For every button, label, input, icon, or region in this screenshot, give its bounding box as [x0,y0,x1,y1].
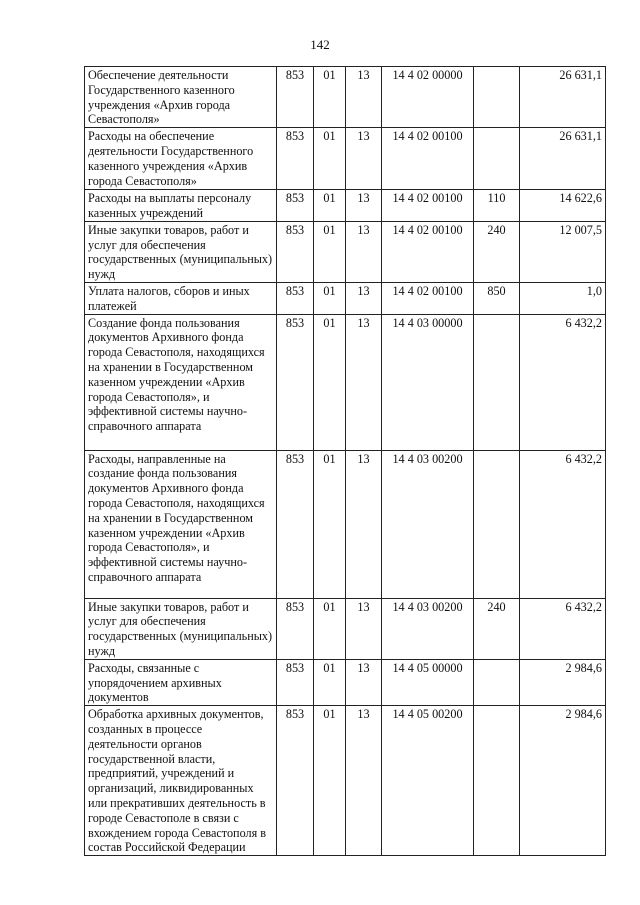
row-rz: 01 [314,450,346,598]
row-ved: 853 [277,128,314,190]
row-pr: 13 [346,659,382,705]
row-csr: 14 4 02 00100 [382,221,474,282]
row-ved: 853 [277,314,314,450]
row-csr: 14 4 05 00200 [382,706,474,856]
row-vr [474,659,520,705]
table-row [85,450,606,598]
row-csr: 14 4 03 00200 [382,450,474,598]
row-csr: 14 4 03 00200 [382,598,474,659]
row-ved: 853 [277,706,314,856]
row-sum: 26 631,1 [520,128,606,190]
table-row [85,190,606,222]
row-vr [474,128,520,190]
row-pr: 13 [346,128,382,190]
row-rz: 01 [314,128,346,190]
row-csr: 14 4 03 00000 [382,314,474,450]
budget-table [84,66,606,856]
table-row [85,128,606,190]
row-name: Иные закупки товаров, работ и услуг для обеспечения государственных (муниципальных) нужд [85,598,277,659]
row-vr [474,706,520,856]
row-name: Создание фонда пользования документов Архивного фонда города Севастополя, находящихся на хранении в Государственном казенном учреждении «Архив города Севастополя», и эффективной системы научно-справочного аппарата [85,314,277,450]
table-row [85,314,606,450]
row-name: Расходы на выплаты персоналу казенных учреждений [85,190,277,222]
table-row [85,221,606,282]
row-rz: 01 [314,67,346,128]
row-sum: 26 631,1 [520,67,606,128]
row-vr: 240 [474,221,520,282]
row-sum: 12 007,5 [520,221,606,282]
table-row [85,282,606,314]
table-row [85,598,606,659]
row-name: Расходы, связанные с упорядочением архивных документов [85,659,277,705]
row-csr: 14 4 02 00100 [382,282,474,314]
row-rz: 01 [314,314,346,450]
row-ved: 853 [277,598,314,659]
row-vr [474,450,520,598]
row-rz: 01 [314,598,346,659]
row-name: Расходы на обеспечение деятельности Государственного казенного учреждения «Архив города Севастополя» [85,128,277,190]
row-ved: 853 [277,659,314,705]
row-sum: 2 984,6 [520,659,606,705]
row-pr: 13 [346,67,382,128]
row-name: Обеспечение деятельности Государственного казенного учреждения «Архив города Севастополя» [85,67,277,128]
row-vr: 850 [474,282,520,314]
row-sum: 14 622,6 [520,190,606,222]
row-pr: 13 [346,598,382,659]
row-csr: 14 4 05 00000 [382,659,474,705]
row-rz: 01 [314,221,346,282]
row-ved: 853 [277,450,314,598]
row-ved: 853 [277,190,314,222]
table-row [85,659,606,705]
row-ved: 853 [277,67,314,128]
row-vr [474,67,520,128]
row-rz: 01 [314,659,346,705]
row-pr: 13 [346,314,382,450]
table-row [85,706,606,856]
page-number: 142 [310,37,330,52]
row-ved: 853 [277,282,314,314]
row-csr: 14 4 02 00000 [382,67,474,128]
row-vr [474,314,520,450]
row-rz: 01 [314,282,346,314]
row-pr: 13 [346,190,382,222]
row-pr: 13 [346,221,382,282]
row-rz: 01 [314,706,346,856]
row-pr: 13 [346,450,382,598]
row-sum: 6 432,2 [520,314,606,450]
row-name: Иные закупки товаров, работ и услуг для обеспечения государственных (муниципальных) нужд [85,221,277,282]
row-sum: 6 432,2 [520,598,606,659]
row-rz: 01 [314,190,346,222]
row-name: Уплата налогов, сборов и иных платежей [85,282,277,314]
row-csr: 14 4 02 00100 [382,190,474,222]
row-sum: 6 432,2 [520,450,606,598]
row-name: Расходы, направленные на создание фонда пользования документов Архивного фонда города Севастополя, находящихся на хранении в Государственном казенном учреждении «Архив города Севастополя», и эффективной системы научно-справочного аппарата [85,450,277,598]
row-name: Обработка архивных документов, созданных в процессе деятельности органов государственной власти, предприятий, учреждений и организаций, ликвидированных или прекративших деятельность в городе Севастополе в связи с вхождением города Севастополя в состав Российской Федерации [85,706,277,856]
row-ved: 853 [277,221,314,282]
row-pr: 13 [346,706,382,856]
row-vr: 240 [474,598,520,659]
row-pr: 13 [346,282,382,314]
row-vr: 110 [474,190,520,222]
row-sum: 2 984,6 [520,706,606,856]
table-row [85,67,606,128]
row-csr: 14 4 02 00100 [382,128,474,190]
row-sum: 1,0 [520,282,606,314]
